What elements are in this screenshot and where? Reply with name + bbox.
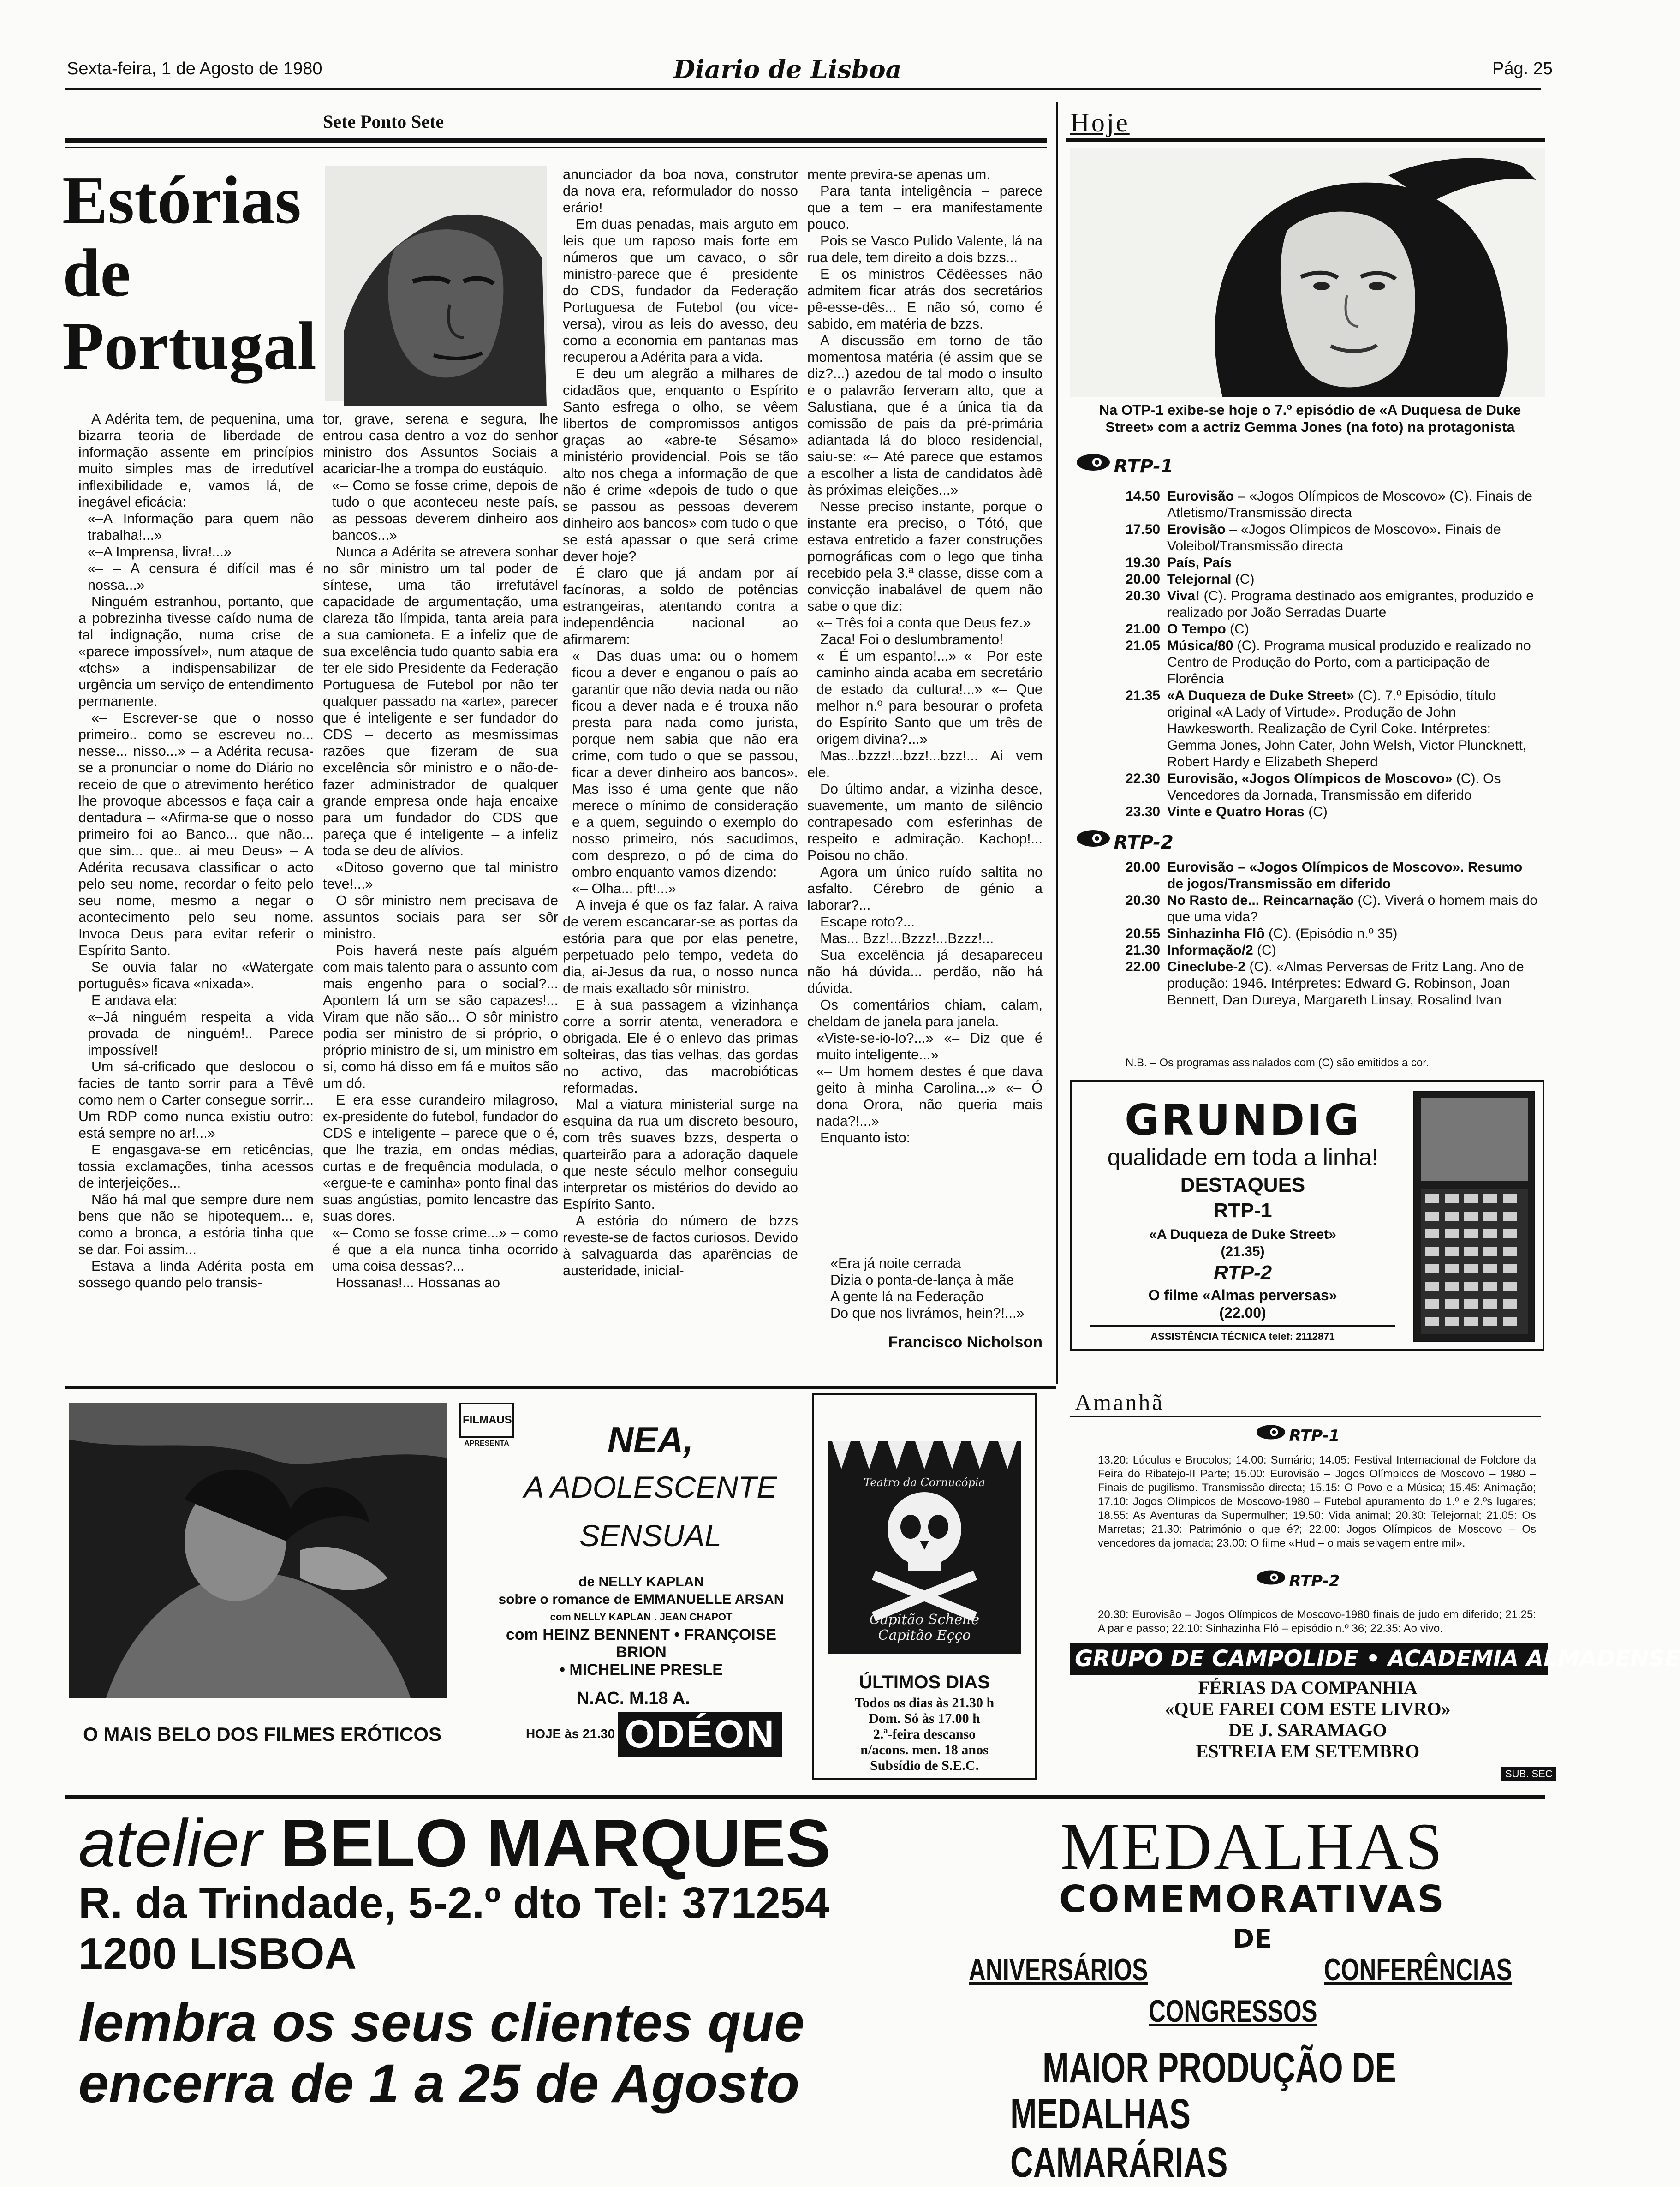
article-author-photo [325, 166, 547, 401]
paragraph: «–A Informação para quem não trabalha!...» [88, 511, 314, 543]
campolide-line: DE J. SARAMAGO [1228, 1720, 1387, 1740]
theatre-company: Teatro da Cornucópia [864, 1476, 985, 1489]
film-distributor-logo [459, 1403, 514, 1448]
tomorrow-rtp1-schedule: 13.20: Lúculus e Brocolos; 14.00: Sumário; 14.05: Festival Internacional de Folclore da Feira do Ribatejo-II Parte; 15.00: Eurovisão – Jogos Olímpicos de Moscovo – 1980 – Finais de pugilismo. Transmissão directa; 15.15: O Povo e a Música; 15.45: Animação; 17.10: Jogos Olímpicos de Moscovo-1980 – Futebol apuramento do 1.º e 2.ºs lugares; 18.55: As Aventuras da Supermulher; 19.50: Vida animal; 20.30: Telejornal; 21.05: Os Marretas; 21.30: Património o que é?; 22.00: Jogos Olímpicos de Moscovo – Os vencedores da jornada; 23.00: O filme «Hud – o mais selvagem entre mil». [1098, 1454, 1536, 1549]
paragraph: «–A Imprensa, livra!...» [88, 544, 232, 560]
paragraph: «– Escrever-se que o nosso primeiro.. como se escreveu no... nesse... nisso...» – a Adérita recusa-se a pronunciar o nome do Diário no receio de que o atrevimento herético lhe provoque abcessos e faça cair a dentadura – «Afirma-se que o nosso primeiro foi ao Banco... que não... que sim... que.. ai meu Deus» – A Adérita recusava classificar o acto pelo seu nome, recordar o feito pelo seu nome, mesmo a negar o acontecimento pelo seu nome. Invoca Deus para evitar referir o Espírito Santo. [78, 710, 314, 958]
article-column-3 [563, 166, 798, 1352]
tv-tomorrow-rule [1070, 1416, 1541, 1417]
paragraph: Nesse preciso instante, porque o instante era preciso, o Tótó, que estava entretido a fazer construções pornográficas com o lego que tinha recebido pela 3.ª classe, disse com a convicção inabalável de quem não sabe o que diz: [807, 499, 1043, 614]
paragraph: «– Três foi a conta que Deus fez.» [816, 615, 1031, 631]
article-top-rule [65, 138, 1047, 143]
paragraph: Ninguém estranhou, portanto, que a pobrezinha tivesse caído numa de tal indignação, numa crise de «parece impossível», num ataque de «tchs» a indispensabilizar de urgência um serviço de entendimento permanente. [78, 594, 314, 709]
schedule-time: 23.30 [1126, 804, 1161, 819]
film-title-line-2: A ADOLESCENTE [524, 1470, 777, 1504]
rtp-logo-icon [1255, 1423, 1287, 1443]
schedule-time: 21.00 [1126, 621, 1161, 637]
film-cinema: ODÉON [618, 1712, 782, 1757]
schedule-title: Música/80 [1167, 638, 1233, 653]
paragraph: Pois se Vasco Pulido Valente, lá na rua dele, tem direito a dois bzzs... [807, 233, 1043, 265]
schedule-description: Sinhazinha Flô (C). (Episódio n.º 35) [1167, 926, 1398, 941]
belo-line-1 [78, 1805, 955, 1881]
paragraph: A inveja é que os faz falar. A raiva de verem escancarar-se as portas da estória para que por elas penetre, perpetuado pelo tempo, vedeta do dia, ai-Jesus da rua, o nosso nunca de mais exaltado sôr ministro. [563, 897, 798, 996]
schedule-row [1126, 959, 1541, 1009]
schedule-description: O Tempo (C) [1167, 621, 1249, 637]
paragraph: Estava a linda Adérita posta em sossego quando pelo transis- [78, 1258, 314, 1291]
theatre-info-line: n/acons. men. 18 anos [860, 1742, 989, 1757]
paragraph: E os ministros Cêdêesses não admitem ficar atrás dos secretários pê-esse-dês... E não só, como é sabido, em matéria de bzzs. [807, 266, 1043, 332]
paragraph: E era esse curandeiro milagroso, ex-presidente do futebol, fundador do CDS e inteligente – parece que o é, que lhe trazia, em ondas médias, curtas e de frequência modulada, o «ergue-te e caminha» ponto final das suas angústias, pomito lencastre das suas dores. [323, 1092, 558, 1224]
tomorrow-rtp1-label: RTP-1 [1289, 1427, 1340, 1445]
schedule-row [1126, 926, 1541, 942]
masthead-rule [65, 88, 1541, 90]
theatre-info-line: Todos os dias às 21.30 h [854, 1695, 995, 1710]
film-credits [480, 1573, 803, 1679]
film-ad [65, 1393, 793, 1786]
medals-item-anniversaries: ANIVERSÁRIOS [969, 1952, 1148, 1987]
theatre-play-title: Capitão Schelle Capitão Eçço [869, 1612, 980, 1643]
film-title-line-1: NEA, [607, 1419, 694, 1460]
tomorrow-rtp2-header [1255, 1569, 1340, 1590]
schedule-row [1126, 521, 1541, 555]
title-line-3: Portugal [62, 308, 316, 384]
schedule-description: No Rasto de... Reincarnação (C). Viverá o homem mais do que uma vida? [1167, 893, 1538, 925]
schedule-row [1126, 638, 1541, 687]
schedule-row [1126, 859, 1541, 892]
film-tagline: O MAIS BELO DOS FILMES ERÓTICOS [83, 1723, 442, 1745]
paragraph: Nunca a Adérita se atrevera sonhar no sôr ministro um tal poder de síntese, uma tão irrefutável capacidade de argumentação, uma clareza tão límpida, tanta areia para a sua camioneta. E a infeliz que de sua excelência tudo quanto sabia era ter ele sido Presidente da Federação Portuguesa de Futebol por não ter qualquer passado na «arte», parecer que é inteligente e ser fundador do CDS – decerto as mesmíssimas razões que fizeram de sua excelência sôr ministro e o não-de-fazer administrador de qualquer grande empresa onde haja encaixe para um fundador do CDS que pareça que é inteligente – a infeliz toda se deu de alívios. [323, 544, 558, 859]
paragraph: «– Das duas uma: ou o homem ficou a dever e enganou o país ao garantir que não devia nada ou não ficou a dever nada e é trouxa não presta para nada como jurista, porque nem sabia que não era crime, com tudo o que se passou, ficar a dever dinheiro aos bancos». Mas isso é uma gente que não merece o mínimo de consideração e a quem, seguindo o exemplo do nosso primeiro, nós sacudimos, com desprezo, o pó de cima do ombro enquanto vamos dizendo: [572, 648, 798, 880]
schedule-time: 20.00 [1126, 572, 1161, 587]
schedule-title: Telejornal [1167, 572, 1232, 587]
film-rating: N.AC. M.18 A. [577, 1689, 690, 1708]
film-ad-photo [69, 1403, 447, 1698]
schedule-row [1126, 571, 1541, 588]
theatre-ad [812, 1393, 1037, 1780]
paragraph: Para tanta inteligência – parece que a tem – era manifestamente pouco. [807, 183, 1043, 232]
grundig-divider [1090, 1325, 1395, 1327]
schedule-description: «A Duqueza de Duke Street» (C). 7.º Episódio, título original «A Lady of Virtude». Produção de John Hawkesworth. Realização de Cyril Coke. Intérpretes: Gemma Jones, John Cater, John Welsh, Victor Pluncknett, Robert Hardy e Elizabeth Sheperd [1167, 688, 1527, 770]
title-line-1: Estórias [62, 162, 301, 238]
schedule-row [1126, 771, 1541, 804]
paragraph: Em duas penadas, mais arguto em leis que um raposo mais forte em números que um cavaco, o sôr ministro-parece que é – presidente do CDS, fundador da Federação Portuguesa de Futebol (ou vice-versa), virou as leis do avesso, deu como a economia em pantanas mas recuperou a Adérita para a vida. [563, 216, 798, 365]
campolide-banner: GRUPO DE CAMPOLIDE • ACADEMIA ALMADENSE [1070, 1643, 1548, 1675]
belo-address: R. da Trindade, 5-2.º dto Tel: 371254 [78, 1878, 830, 1928]
medals-tagline-1: MAIOR PRODUÇÃO DE [1043, 2044, 1396, 2091]
paragraph: Pois haverá neste país alguém com mais talento para o assunto com mais engenho para o social?... Apontem lá um se são capazes!... Viram que não são... O sôr ministro podia ser ministro de si próprio, o próprio ministro de si, um ministro em si, como há disso em fá e muitos são um dó. [323, 943, 558, 1091]
belo-name: BELO MARQUES [280, 1805, 831, 1881]
medals-ad [959, 1809, 1545, 2186]
paragraph: Sua excelência já desapareceu não há dúvida... perdão, não há dúvida. [807, 947, 1043, 996]
medals-title: MEDALHAS [1060, 1810, 1444, 1883]
schedule-description [1167, 859, 1541, 892]
paragraph: É claro que já andam por aí facínoras, a soldo de potências estrangeiras, atentando contra a independência nacional ao afirmarem: [563, 565, 798, 647]
paragraph: O sôr ministro nem precisava de assuntos sociais para ser sôr ministro. [323, 893, 558, 942]
schedule-title: País, País [1167, 555, 1232, 570]
schedule-time: 20.00 [1126, 860, 1161, 875]
tv-today-rule [1066, 138, 1545, 142]
belo-marques-ad [78, 1805, 955, 2141]
poem-line: A gente lá na Federação [830, 1289, 984, 1304]
film-credit-line: • MICHELINE PRESLE [560, 1661, 723, 1679]
schedule-description: Telejornal (C) [1167, 572, 1255, 587]
schedule-row [1126, 488, 1541, 521]
grundig-rtp2: RTP-2 [1213, 1261, 1272, 1284]
film-credit-line: com HEINZ BENNENT • FRANÇOISE BRION [506, 1626, 777, 1661]
schedule-row [1126, 555, 1541, 571]
schedule-row [1126, 588, 1541, 621]
schedule-title: Vinte e Quatro Horas [1167, 804, 1305, 819]
grundig-highlights: DESTAQUES [1180, 1174, 1305, 1196]
tv-today-heading: Hoje [1070, 108, 1130, 137]
schedule-time: 22.30 [1126, 771, 1161, 786]
campolide-line: FÉRIAS DA COMPANHIA [1198, 1677, 1418, 1698]
grundig-rtp2-time: (22.00) [1219, 1304, 1266, 1321]
column-divider [1056, 102, 1058, 1384]
paragraph: A discussão em torno de tão momentosa matéria (é assim que se diz?...) azedou de tal modo o insulto e o palavrão ferveram alto, que a Salustiana, que é a única tia da comissão de pais da pré-primária adiantada lá do bloco residencial, saiu-se: «– Até parece que estamos a escolher a lista de candidatos àdê às próximas eleições...» [807, 333, 1043, 498]
paragraph: «– Um homem destes é que dava geito à minha Carolina...» «– Ó dona Orora, não queria mais nada?!...» [816, 1064, 1043, 1129]
grundig-service-phone: ASSISTÊNCIA TÉCNICA telef: 2112871 [1150, 1331, 1335, 1342]
paragraph: Os comentários chiam, calam, cheldam de janela para janela. [807, 997, 1043, 1029]
schedule-description: Cineclube-2 (C). «Almas Perversas de Fritz Lang. Ano de produção: 1946. Intérpretes: Edward G. Robinson, Joan Bennett, Dan Dureya, Margareth Linsay, Rosalind Ivan [1167, 959, 1524, 1008]
paragraph: Agora um único ruído saltita no asfalto. Cérebro de génio a laborar?... [807, 864, 1043, 913]
paragraph: Escape roto?... [820, 914, 915, 930]
film-credit-line: de NELLY KAPLAN [578, 1574, 704, 1589]
theatre-info-line: Subsídio de S.E.C. [870, 1758, 979, 1773]
tomorrow-rtp2-label: RTP-2 [1289, 1572, 1340, 1590]
schedule-row [1126, 621, 1541, 638]
theatre-info-line: 2.ª-feira descanso [873, 1727, 976, 1742]
campolide-details [1070, 1677, 1545, 1762]
poem-line: Dizia o ponta-de-lança à mãe [830, 1272, 1014, 1288]
paragraph: «– – A censura é difícil mas é nossa...» [88, 561, 314, 593]
schedule-description: Eurovisão – «Jogos Olímpicos de Moscovo» (C). Finais de Atletismo/Transmissão directa [1167, 489, 1532, 520]
distributor-presents: APRESENTA [464, 1440, 509, 1447]
grundig-rtp1-time: (21.35) [1221, 1244, 1265, 1259]
rtp2-header [1075, 828, 1174, 853]
theatre-info [814, 1695, 1035, 1774]
tv-photo-caption: Na OTP-1 exibe-se hoje o 7.º episódio de «A Duquesa de Duke Street» com a actriz Gemma Jones (na foto) na protagonista [1099, 402, 1521, 435]
schedule-title: Eurovisão, «Jogos Olímpicos de Moscovo» [1167, 771, 1453, 786]
grundig-tv-image [1413, 1091, 1535, 1342]
article-column-1 [78, 411, 314, 1352]
medals-tagline-2: MEDALHAS CAMARÁRIAS [1010, 2091, 1228, 2186]
paragraph: «– Como se fosse crime, depois de tudo o que aconteceu neste país, as pessoas deverem dinheiro aos bancos...» [332, 478, 558, 543]
paragraph: mente previra-se apenas um. [807, 167, 990, 182]
belo-message-2: encerra de 1 a 25 de Agosto [78, 2053, 800, 2114]
grundig-rtp2-programme: O filme «Almas perversas» [1148, 1287, 1337, 1303]
masthead-newspaper-name: Diario de Lisboa [673, 54, 902, 84]
medals-subtitle: COMEMORATIVAS [1059, 1878, 1446, 1921]
paragraph: Se ouvia falar no «Watergate português» ficava «nixada». [78, 959, 314, 992]
ads-top-rule [65, 1386, 1056, 1389]
campolide-subsidy: SUB. SEC [1501, 1767, 1556, 1781]
masthead-page-number: Pág. 25 [1492, 59, 1553, 78]
paragraph: Não há mal que sempre dure nem bens que não se hipotequem... e, como a bronca, a estória tinha que se dar. Foi assim... [78, 1192, 314, 1257]
schedule-description [1167, 555, 1541, 571]
article-author: Francisco Nicholson [888, 1333, 1043, 1351]
schedule-description: Viva! (C). Programa destinado aos emigrantes, produzido e realizado por João Serradas Duarte [1167, 588, 1534, 620]
schedule-row [1126, 687, 1541, 771]
distributor-name: FILMAUS [459, 1403, 514, 1438]
rtp1-schedule [1126, 488, 1541, 820]
paragraph: Do último andar, a vizinha desce, suavemente, um manto de silêncio contrapesado com esferinhas de respeito e admiração. Kachop!... Poisou no chão. [807, 781, 1043, 863]
schedule-time: 14.50 [1126, 489, 1161, 504]
article-column-4 [807, 166, 1043, 1223]
paragraph: anunciador da boa nova, construtor da nova era, reformulador do nosso erário! [563, 167, 798, 215]
paragraph: Hossanas!... Hossanas ao [336, 1275, 500, 1291]
belo-city: 1200 LISBOA [78, 1929, 357, 1978]
campolide-line: ESTREIA EM SETEMBRO [1196, 1741, 1420, 1762]
article-top-rule-thin [65, 147, 1047, 148]
schedule-row [1126, 804, 1541, 820]
medals-item-congresses: CONGRESSOS [1149, 1994, 1317, 2029]
schedule-title: O Tempo [1167, 621, 1226, 637]
theatre-last-days: ÚLTIMOS DIAS [859, 1672, 990, 1692]
belo-message-1: lembra os seus clientes que [78, 1992, 804, 2053]
paragraph: «Viste-se-io-lo?...» «– Diz que é muito inteligente...» [816, 1030, 1043, 1063]
theatre-info-line: Dom. Só às 17.00 h [869, 1711, 980, 1726]
schedule-time: 19.30 [1126, 555, 1161, 570]
rtp-logo-icon [1255, 1569, 1287, 1589]
film-showtime: HOJE às 21.30 [526, 1727, 615, 1741]
schedule-title: Viva! [1167, 588, 1200, 604]
campolide-line: «QUE FAREI COM ESTE LIVRO» [1165, 1698, 1451, 1719]
schedule-title: Eurovisão – «Jogos Olímpicos de Moscovo». Resumo de jogos/Transmissão em diferido [1167, 860, 1523, 891]
paragraph: Enquanto isto: [820, 1130, 911, 1146]
schedule-row [1126, 892, 1541, 926]
film-title-line-3: SENSUAL [579, 1518, 722, 1553]
paragraph: «– Olha... pft!...» [572, 881, 676, 896]
paragraph: Mas...bzzz!...bzz!...bzz!... Ai vem ele. [807, 748, 1043, 780]
poem-line: Do que nos livrámos, hein?!...» [830, 1305, 1025, 1321]
paragraph: E engasgava-se em reticências, tossia exclamações, tinha acessos de interjeições... [78, 1142, 314, 1191]
schedule-time: 21.35 [1126, 688, 1161, 703]
schedule-time: 21.30 [1126, 943, 1161, 958]
medals-item-conferences: CONFERÊNCIAS [1324, 1952, 1513, 1987]
paragraph: E à sua passagem a vizinhança corre a sorrir atenta, veneradora e obrigada. Ele é o enlevo das primas solteiras, das tias velhas, das gordas no activo, das macrobióticas reformadas. [563, 997, 798, 1096]
rtp2-label: RTP-2 [1114, 832, 1174, 853]
grundig-rtp1-programme: «A Duqueza de Duke Street» [1149, 1227, 1336, 1242]
paragraph: «Ditoso governo que tal ministro teve!...» [323, 860, 558, 892]
paragraph: Um sá-crificado que deslocou o facies de tanto sorrir para a Têvê como nem o Carter consegue sorrir... Um RDP como nunca existiu outro: está sempre no ar!...» [78, 1059, 314, 1141]
paragraph: E deu um alegrão a milhares de cidadãos que, enquanto o Espírito Santo esfrega o olho, se vêem libertos de compromissos antigos graças ao «abre-te Sésamo» ministério providencial. Pois se tão alto nos chega a informação de que não é crime «depois de tudo o que se passou as pessoas deverem dinheiro aos bancos» com tudo o que se está apassar o que será crime dever hoje? [563, 366, 798, 564]
tomorrow-rtp1-header [1255, 1423, 1340, 1445]
schedule-time: 20.30 [1126, 893, 1161, 908]
belo-atelier: atelier [78, 1805, 262, 1881]
schedule-time: 17.50 [1126, 522, 1161, 537]
paragraph: tor, grave, serena e segura, lhe entrou casa dentro a voz do senhor ministro dos Assuntos Sociais a acariciar-lhe a trompa do eustáquio. [323, 411, 558, 477]
tomorrow-rtp2-schedule: 20.30: Eurovisão – Jogos Olímpicos de Moscovo-1980 finais de judo em diferido; 21.25: A par e passo; 22.10: Sinhazinha Flô – episódio n.º 36; 22.35: Ao vivo. [1098, 1608, 1536, 1635]
article-title [62, 164, 321, 382]
rtp-logo-icon [1075, 828, 1112, 851]
schedule-time: 20.55 [1126, 926, 1161, 941]
schedule-description: Vinte e Quatro Horas (C) [1167, 804, 1328, 819]
schedule-description: Eurovisão, «Jogos Olímpicos de Moscovo» (C). Os Vencedores da Jornada, Transmissão em diferido [1167, 771, 1501, 803]
paragraph: A Adérita tem, de pequenina, uma bizarra teoria de liberdade de informação assente em princípios muito simples mas de irredutível inflexibilidade e, vamos lá, de inegável eficácia: [78, 411, 314, 510]
tv-color-note: N.B. – Os programas assinalados com (C) são emitidos a cor. [1126, 1057, 1429, 1069]
paragraph: A estória do número de bzzs reveste-se de factos curiosos. Devido à salvaguarda das aparências de austeridade, inicial- [563, 1213, 798, 1279]
grundig-ad [1070, 1080, 1544, 1351]
tv-tomorrow-heading: Amanhã [1075, 1389, 1164, 1415]
bottom-ads-rule [65, 1795, 1545, 1799]
paragraph: Zaca! Foi o deslumbramento! [820, 632, 1003, 647]
paragraph: Mas... Bzz!...Bzzz!...Bzzz!... [820, 931, 994, 946]
schedule-title: Cineclube-2 [1167, 959, 1246, 974]
paragraph: «– Como se fosse crime...» – como é que a ela nunca tinha ocorrido uma coisa dessas?... [332, 1225, 558, 1274]
schedule-title: Eurovisão [1167, 489, 1234, 504]
film-credit-line: sobre o romance de EMMANUELLE ARSAN [498, 1592, 784, 1607]
article-poem [830, 1255, 1043, 1329]
rtp1-label: RTP-1 [1114, 456, 1174, 477]
schedule-title: Erovisão [1167, 522, 1226, 537]
film-credit-line: com NELLY KAPLAN . JEAN CHAPOT [550, 1611, 733, 1623]
schedule-description: Informação/2 (C) [1167, 943, 1276, 958]
rtp2-schedule [1126, 859, 1541, 1009]
article-column-2 [323, 411, 558, 1352]
schedule-title: Sinhazinha Flô [1167, 926, 1265, 941]
schedule-row [1126, 942, 1541, 959]
paragraph: «–Já ninguém respeita a vida provada de ninguém!.. Parece impossível! [88, 1009, 314, 1058]
grundig-slogan: qualidade em toda a linha! [1107, 1144, 1378, 1170]
rtp1-header [1075, 452, 1174, 477]
schedule-description: Música/80 (C). Programa musical produzido e realizado no Centro de Produção do Porto, com a participação de Florência [1167, 638, 1531, 687]
rtp-logo-icon [1075, 452, 1112, 475]
medals-de: DE [1233, 1924, 1272, 1954]
section-heading: Sete Ponto Sete [323, 111, 444, 132]
tv-actress-photo [1070, 148, 1545, 397]
schedule-description: Erovisão – «Jogos Olímpicos de Moscovo». Finais de Voleibol/Transmissão directa [1167, 522, 1501, 554]
schedule-title: «A Duqueza de Duke Street» [1167, 688, 1354, 703]
masthead-date: Sexta-feira, 1 de Agosto de 1980 [67, 59, 322, 78]
grundig-rtp1: RTP-1 [1213, 1199, 1272, 1222]
schedule-time: 22.00 [1126, 959, 1161, 974]
schedule-time: 21.05 [1126, 638, 1161, 653]
schedule-time: 20.30 [1126, 588, 1161, 604]
poem-line: «Era já noite cerrada [830, 1255, 961, 1271]
schedule-title: No Rasto de... Reincarnação [1167, 893, 1354, 908]
grundig-logo: GRUNDIG [1124, 1095, 1361, 1145]
paragraph: «– É um espanto!...» «– Por este caminho ainda acaba em secretário de estado da cultura!...» «– Que melhor n.º para besourar o profeta do Espírito Santo que um três de origem divina?...» [816, 648, 1043, 747]
title-line-2: de [62, 235, 131, 311]
paragraph: E andava ela: [91, 992, 178, 1008]
paragraph: Mal a viatura ministerial surge na esquina da rua um discreto besouro, com três suaves bzzs, desperta o quarteirão para a adoração daquele que neste século melhor conseguiu interpretar os mistérios do devido ao Espírito Santo. [563, 1097, 798, 1212]
schedule-title: Informação/2 [1167, 943, 1253, 958]
